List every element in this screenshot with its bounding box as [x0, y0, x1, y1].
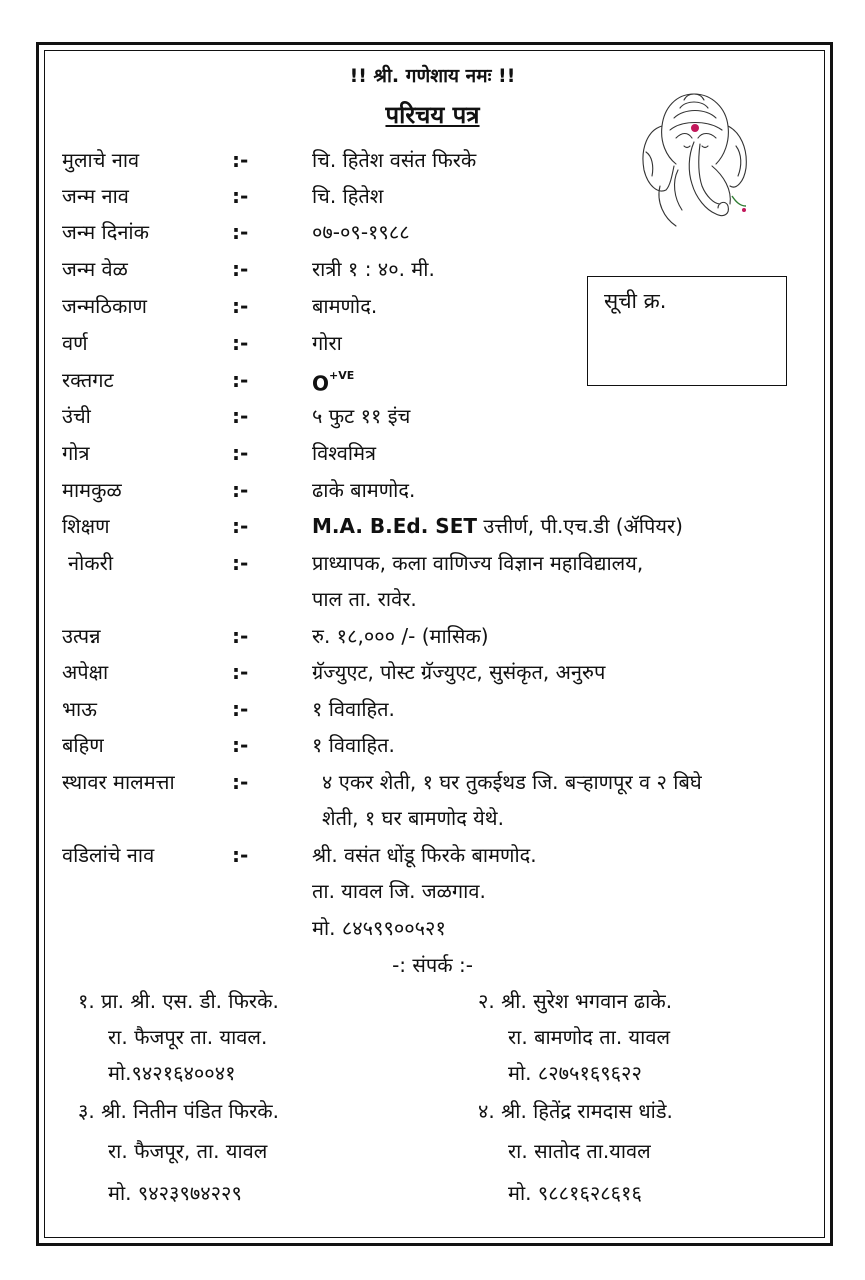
detail-separator: :-	[232, 441, 249, 465]
detail-row-birth-date	[0, 214, 865, 250]
detail-row-height	[0, 398, 865, 434]
detail-value: ४ एकर शेती, १ घर तुकईथड जि. बऱ्हाणपूर व २ बिघे	[322, 770, 702, 794]
contact-phone: मो.९४२१६४००४१	[108, 1061, 236, 1085]
serial-number-label: सूची क्र.	[604, 289, 667, 313]
detail-separator: :-	[232, 294, 249, 318]
detail-value: ०७-०९-१९८८	[312, 220, 410, 244]
detail-label: जन्मठिकाण	[62, 294, 147, 318]
detail-value: ढाके बामणोद.	[312, 478, 416, 502]
contact-name: २. श्री. सुरेश भगवान ढाके.	[478, 989, 673, 1013]
detail-row-sister	[0, 727, 865, 763]
detail-label: स्थावर मालमत्ता	[62, 770, 175, 794]
detail-separator: :-	[232, 624, 249, 648]
detail-separator: :-	[232, 478, 249, 502]
detail-row-income	[0, 618, 865, 654]
detail-value-continuation: ता. यावल जि. जळगाव.	[312, 879, 486, 903]
detail-value: बामणोद.	[312, 294, 378, 318]
detail-value	[312, 508, 683, 544]
detail-separator: :-	[232, 331, 249, 355]
education-status: उत्तीर्ण, पी.एच.डी (ॲपियर)	[477, 514, 683, 538]
detail-separator: :-	[232, 551, 249, 575]
detail-label: जन्म नाव	[62, 184, 129, 208]
detail-row-maternal-clan	[0, 472, 865, 508]
degree-list: M.A. B.Ed. SET	[312, 514, 477, 538]
detail-value-continuation: शेती, १ घर बामणोद येथे.	[322, 806, 504, 830]
detail-value: ५ फुट ११ इंच	[312, 404, 411, 428]
contact-name: ३. श्री. नितीन पंडित फिरके.	[78, 1099, 279, 1123]
detail-label: मामकुळ	[62, 478, 122, 502]
detail-value: ग्रॅज्युएट, पोस्ट ग्रॅज्युएट, सुसंकृत, अनुरुप	[312, 660, 606, 684]
detail-row-occupation	[0, 545, 865, 581]
detail-separator: :-	[232, 257, 249, 281]
detail-label: रक्तगट	[62, 368, 114, 392]
detail-value: चि. हितेश	[312, 184, 384, 208]
detail-row-property	[0, 764, 865, 800]
detail-value: चि. हितेश वसंत फिरके	[312, 148, 477, 172]
detail-row-father-name	[0, 837, 865, 873]
detail-separator: :-	[232, 220, 249, 244]
detail-row-birth-name	[0, 178, 865, 214]
detail-value: विश्वमित्र	[312, 441, 377, 465]
detail-row-birth-time	[0, 251, 865, 287]
detail-value: श्री. वसंत धोंडू फिरके बामणोद.	[312, 843, 537, 867]
contact-name: ४. श्री. हितेंद्र रामदास धांडे.	[478, 1099, 673, 1123]
detail-value: १ विवाहित.	[312, 733, 395, 757]
detail-row-groom-name	[0, 142, 865, 178]
detail-separator: :-	[232, 843, 249, 867]
blood-group-letter: O	[312, 371, 330, 396]
detail-label: जन्म दिनांक	[62, 220, 149, 244]
contact-phone: मो. ९८८१६२८६१६	[508, 1181, 642, 1205]
detail-value: १ विवाहित.	[312, 697, 395, 721]
detail-label: बहिण	[62, 733, 104, 757]
detail-label: मुलाचे नाव	[62, 148, 140, 172]
detail-value: प्राध्यापक, कला वाणिज्य विज्ञान महाविद्यालय,	[312, 551, 644, 575]
detail-row-blood-group	[0, 362, 865, 398]
contact-address: रा. बामणोद ता. यावल	[508, 1025, 671, 1049]
detail-label: वर्ण	[62, 331, 88, 355]
detail-label: उंची	[62, 404, 91, 428]
detail-row-expectation	[0, 654, 865, 690]
detail-label: जन्म वेळ	[62, 257, 128, 281]
detail-separator: :-	[232, 770, 249, 794]
detail-separator: :-	[232, 148, 249, 172]
detail-label: गोत्र	[62, 441, 90, 465]
detail-separator: :-	[232, 733, 249, 757]
detail-separator: :-	[232, 404, 249, 428]
detail-label: वडिलांचे नाव	[62, 843, 155, 867]
detail-value	[312, 362, 354, 402]
detail-separator: :-	[232, 184, 249, 208]
detail-label: शिक्षण	[62, 514, 110, 538]
invocation-line: !! श्री. गणेशाय नमः !!	[349, 65, 516, 87]
detail-label: भाऊ	[62, 697, 97, 721]
detail-row-complexion	[0, 325, 865, 361]
detail-row-brother	[0, 691, 865, 727]
detail-label: अपेक्षा	[62, 660, 109, 684]
contact-address: रा. सातोद ता.यावल	[508, 1139, 651, 1163]
detail-value-continuation: मो. ८४५९९००५२१	[312, 916, 446, 940]
contact-address: रा. फैजपूर ता. यावल.	[108, 1025, 268, 1049]
contact-address: रा. फैजपूर, ता. यावल	[108, 1139, 268, 1163]
detail-value: गोरा	[312, 331, 342, 355]
detail-label: नोकरी	[68, 551, 113, 575]
detail-separator: :-	[232, 368, 249, 392]
detail-value: रु. १८,००० /- (मासिक)	[312, 624, 489, 648]
detail-row-education	[0, 508, 865, 544]
detail-separator: :-	[232, 660, 249, 684]
detail-separator: :-	[232, 514, 249, 538]
detail-row-birth-place	[0, 288, 865, 324]
contact-phone: मो. ९४२३९७४२२९	[108, 1181, 242, 1205]
detail-row-gotra	[0, 435, 865, 471]
detail-separator: :-	[232, 697, 249, 721]
blood-group-sign: +VE	[329, 369, 355, 382]
detail-label: उत्पन्न	[62, 624, 101, 648]
contact-phone: मो. ८२७५१६९६२२	[508, 1061, 642, 1085]
detail-value-continuation: पाल ता. रावेर.	[312, 587, 417, 611]
contact-name: १. प्रा. श्री. एस. डी. फिरके.	[78, 989, 279, 1013]
detail-value: रात्री १ : ४०. मी.	[312, 257, 435, 281]
contact-heading: -: संपर्क :-	[392, 953, 473, 977]
page-title: परिचय पत्र	[385, 101, 480, 129]
